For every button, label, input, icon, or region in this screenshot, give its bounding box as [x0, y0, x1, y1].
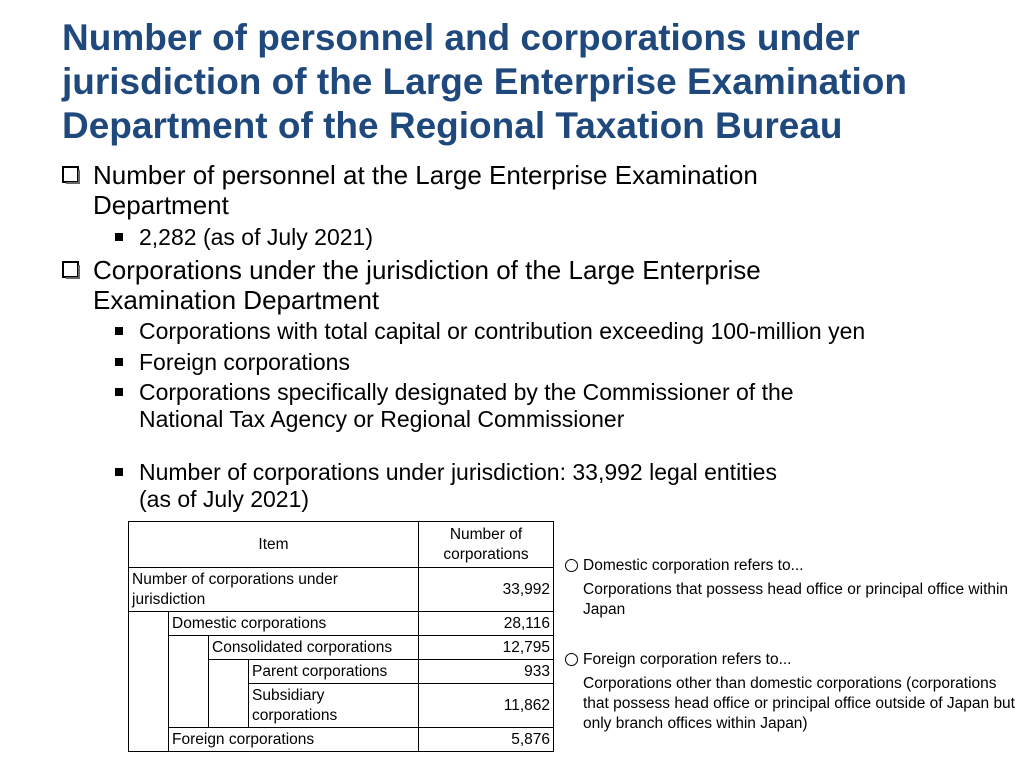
title-line-3: Department of the Regional Taxation Bureau: [62, 105, 843, 146]
row-label: [249, 684, 419, 728]
personnel-heading-line-1: Number of personnel at the Large Enterprise Examination: [93, 160, 758, 190]
indent-cell: [129, 612, 169, 636]
checkbox-bullet-icon: [62, 261, 79, 278]
table-row: [129, 612, 554, 636]
table-row: [129, 636, 554, 660]
personnel-heading-line-2: Department: [93, 190, 229, 220]
square-bullet-icon: [115, 233, 123, 241]
indent-cell: [169, 636, 209, 660]
header-count-line-1: Number of: [449, 525, 523, 543]
row-label: Foreign corporations: [169, 728, 419, 752]
indent-cell: [129, 660, 169, 684]
table-row: [129, 660, 554, 684]
table-row: [129, 684, 554, 728]
header-item: Item: [129, 522, 419, 568]
corps-item-3-line-2: National Tax Agency or Regional Commissioner: [139, 406, 625, 432]
row-label: Consolidated corporations: [209, 636, 419, 660]
square-bullet-icon: [115, 388, 123, 396]
indent-cell: [209, 684, 249, 728]
header-count-line-2: corporations: [443, 545, 529, 563]
table-row: [129, 568, 554, 612]
row-value: 12,795: [419, 636, 554, 660]
title-line-2: jurisdiction of the Large Enterprise Examination: [62, 61, 907, 102]
row-label: Parent corporations: [249, 660, 419, 684]
corporations-table: [128, 521, 554, 752]
row-value: 28,116: [419, 612, 554, 636]
foreign-note-head: Foreign corporation refers to...: [583, 651, 792, 668]
row-label: Domestic corporations: [169, 612, 419, 636]
row-value: 11,862: [419, 684, 554, 728]
row-label-line-1: Subsidiary: [252, 686, 325, 704]
corps-heading-line-1: Corporations under the jurisdiction of the Large Enterprise: [93, 255, 761, 285]
row-label-line-2: corporations: [252, 706, 338, 724]
row-label-line-1: Number of corporations under: [132, 570, 338, 588]
indent-cell: [129, 728, 169, 752]
row-value: 933: [419, 660, 554, 684]
indent-cell: [129, 684, 169, 728]
corps-item-1-text: Corporations with total capital or contribution exceeding 100-million yen: [139, 318, 866, 344]
page-title: [62, 16, 1012, 148]
square-bullet-icon: [115, 327, 123, 335]
circle-bullet-icon: [565, 653, 578, 666]
corps-item-3-line-1: Corporations specifically designated by the Commissioner of the: [139, 379, 794, 405]
foreign-note-body: Corporations other than domestic corporations (corporations that possess head office or principal office outside of Japan but only branch offices within Japan): [583, 675, 1015, 732]
domestic-note-head: Domestic corporation refers to...: [583, 557, 804, 574]
checkbox-bullet-icon: [62, 166, 79, 183]
row-value: 5,876: [419, 728, 554, 752]
row-value: 33,992: [419, 568, 554, 612]
personnel-value: 2,282 (as of July 2021): [139, 224, 373, 250]
row-label-line-2: jurisdiction: [132, 590, 206, 608]
domestic-note-body: Corporations that possess head office or principal office within Japan: [583, 581, 1009, 618]
square-bullet-icon: [115, 358, 123, 366]
row-label: [129, 568, 419, 612]
corps-heading-line-2: Examination Department: [93, 285, 380, 315]
indent-cell: [129, 636, 169, 660]
indent-cell: [169, 684, 209, 728]
count-line-1: Number of corporations under jurisdiction: 33,992 legal entities: [139, 459, 777, 485]
header-count: [419, 522, 554, 568]
corps-item-2-text: Foreign corporations: [139, 349, 350, 375]
square-bullet-icon: [115, 468, 123, 476]
count-line-2: (as of July 2021): [139, 486, 310, 512]
circle-bullet-icon: [565, 559, 578, 572]
table-header-row: [129, 522, 554, 568]
table-row: [129, 728, 554, 752]
indent-cell: [169, 660, 209, 684]
title-line-1: Number of personnel and corporations under: [62, 17, 860, 58]
indent-cell: [209, 660, 249, 684]
